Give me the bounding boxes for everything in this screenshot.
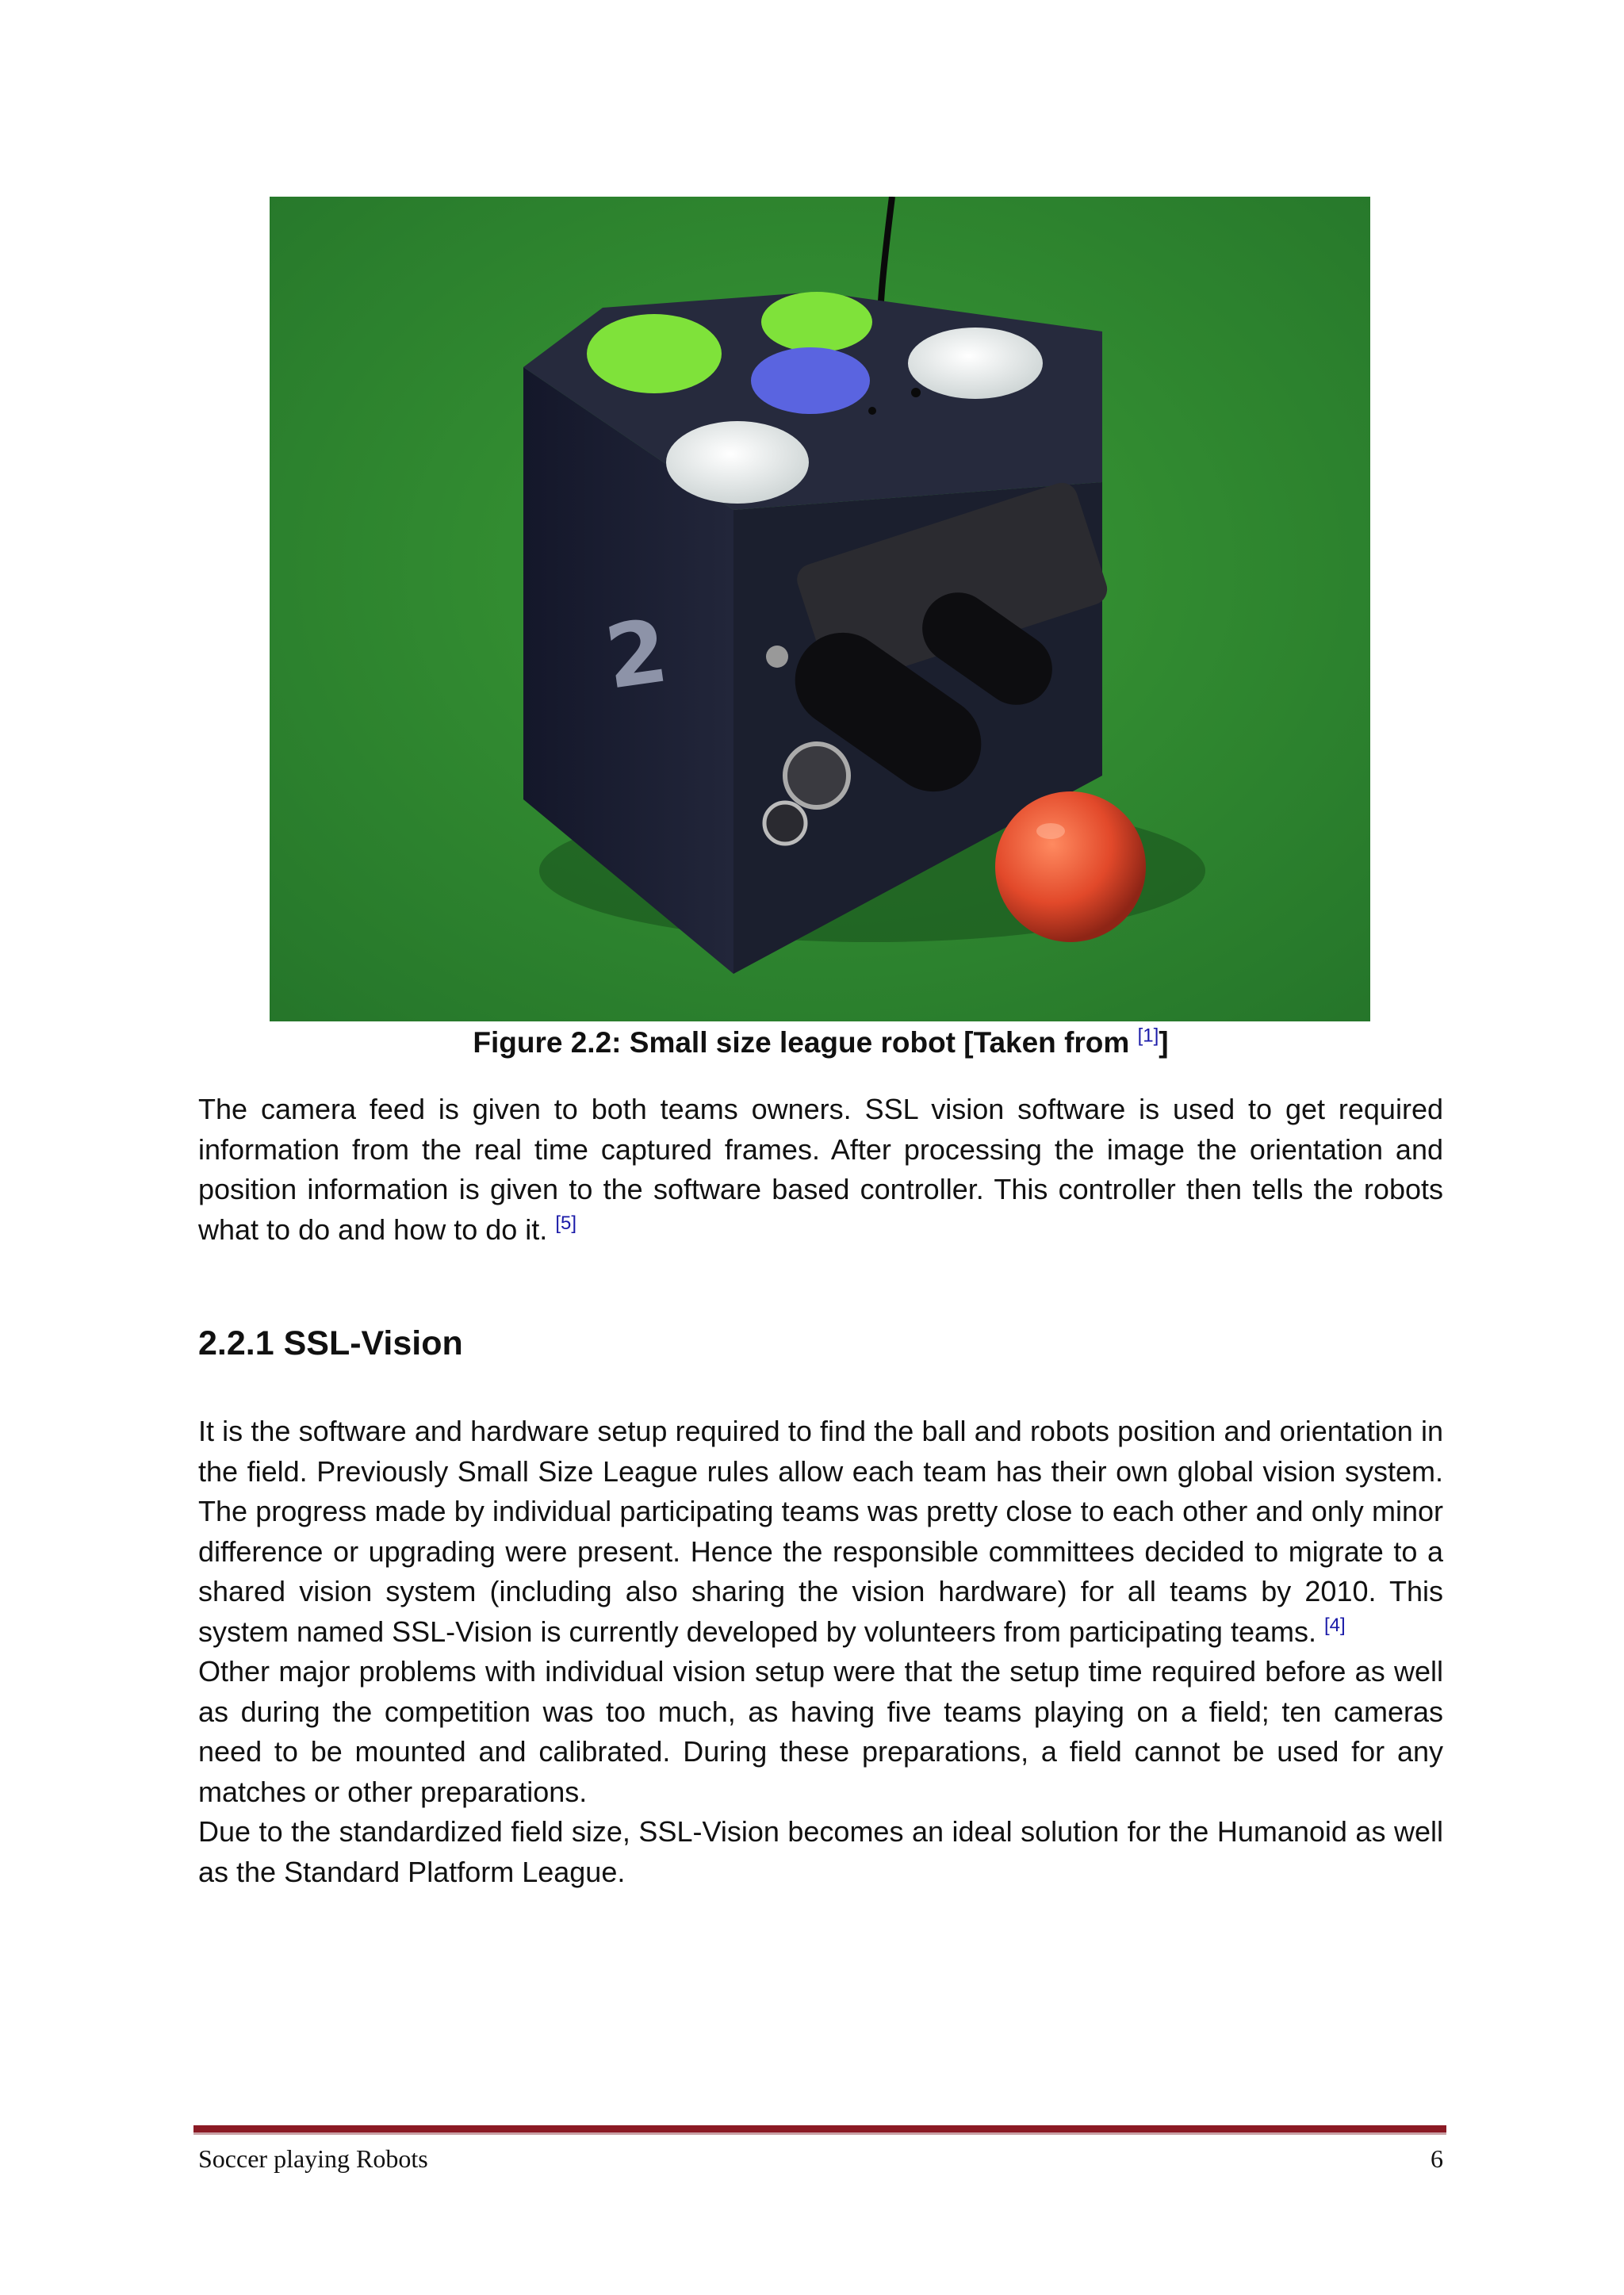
citation-link[interactable]: [5] (555, 1212, 576, 1234)
caption-text: Figure 2.2: Small size league robot [Taken from (473, 1026, 1130, 1059)
section-heading: 2.2.1 SSL-Vision (198, 1324, 463, 1362)
paragraph-ssl-vision (198, 1412, 1443, 1652)
robot-photo (270, 197, 1370, 1021)
caption-end: ] (1159, 1026, 1169, 1059)
figure-caption (198, 1023, 1443, 1063)
section-body (198, 1412, 1443, 1892)
paragraph-standardized-field: Due to the standardized field size, SSL-Vision becomes an ideal solution for the Humanoid as well as the Standard Platform League. (198, 1815, 1443, 1888)
gear-wheel (785, 744, 848, 807)
marker-blue-center (751, 347, 870, 414)
marker-white-front (666, 421, 809, 504)
footer-title: Soccer playing Robots (198, 2144, 428, 2173)
paragraph-camera-feed (198, 1090, 1443, 1250)
paragraph-text: It is the software and hardware setup required to find the ball and robots position and orientation in the field. Previously Small Size League rules allow each team has their own global vision system. The progress made by individual participating teams was pretty close to each other and only minor difference or upgrading were present. Hence the responsible committees decided to migrate to a shared vision system (including also sharing the vision hardware) for all teams by 2010. This system named SSL-Vision is currently developed by volunteers from participating teams. (198, 1415, 1443, 1648)
caption-citation-link[interactable]: [1] (1137, 1025, 1159, 1047)
paragraph-setup-problems: Other major problems with individual vision setup were that the setup time required before as well as during the competition was too much, as having five teams playing on a field; ten cameras need to be mounted and calibrated. During these preparations, a field cannot be used for any matches or other preparations. (198, 1655, 1443, 1808)
ball-highlight (1036, 823, 1065, 839)
marker-white-right (908, 328, 1043, 399)
page-footer (198, 2141, 1443, 2176)
robot-top-hole (868, 407, 876, 415)
paragraph-text: The camera feed is given to both teams owners. SSL vision software is used to get required information from the real time captured frames. After processing the image the orientation and position information is given to the software based controller. This controller then tells the robots what to do and how to do it. (198, 1093, 1443, 1246)
marker-green-top (761, 292, 872, 352)
page-number: 6 (1431, 2144, 1443, 2173)
marker-green-left (587, 314, 722, 393)
robot-number: 2 (599, 600, 674, 709)
footer-divider (193, 2125, 1446, 2135)
gear-wheel (764, 803, 806, 844)
robot-top-hole (911, 388, 921, 397)
citation-link[interactable]: [4] (1324, 1614, 1346, 1636)
golf-ball (995, 791, 1146, 942)
gear-wheel (766, 646, 788, 668)
figure-image (270, 197, 1370, 1021)
